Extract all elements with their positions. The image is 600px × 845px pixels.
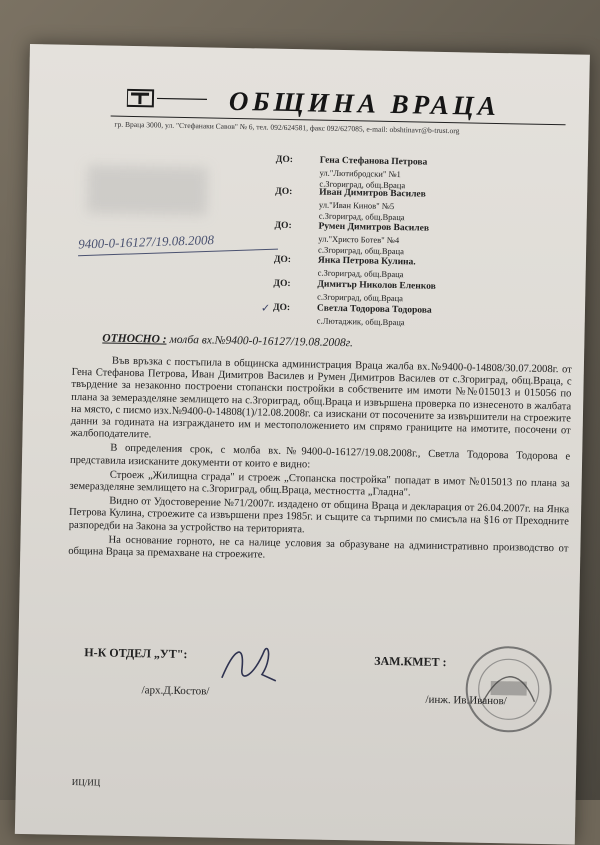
signatory-right-title: ЗАМ.КМЕТ : xyxy=(374,653,447,670)
body-paragraph: Строеж „Жилищна сграда" и строеж „Стопанска постройка" попадат в имот №015013 по плана за земеразделяне землището на с.Згориград, общ.Враца, местността „Гладна". xyxy=(69,469,570,499)
recipient-address: с.Згориград, общ.Враца xyxy=(317,291,404,304)
municipality-logo-icon xyxy=(127,88,209,110)
recipient-prefix: ДО: xyxy=(274,220,292,232)
recipient-name: Светла Тодорова Тодорова xyxy=(316,303,432,316)
recipient-prefix: ДО: xyxy=(273,278,291,290)
recipient-prefix: ДО: xyxy=(275,186,293,198)
document-page xyxy=(15,44,590,845)
body-paragraph: На основание горното, не са налице условия за образуване на административно производство от община Враца за премахване на строежите. xyxy=(68,534,569,561)
recipient-address: ул."Иван Кинов" №5 xyxy=(318,199,395,212)
recipient-address: с.Згориград, общ.Враца xyxy=(318,210,405,223)
signatory-left-title: Н-К ОТДЕЛ „УТ": xyxy=(84,645,188,662)
registration-number: 9400-0-16127/19.08.2008 xyxy=(77,232,215,252)
signatory-right-name: /инж. Ив.Иванов/ xyxy=(425,693,507,708)
official-seal xyxy=(462,642,556,736)
signatory-left-name: /арх.Д.Костов/ xyxy=(141,684,210,698)
letter-body xyxy=(68,355,572,568)
recipient-prefix: ДО: xyxy=(273,254,292,266)
recipient-name: Димитър Николов Еленков xyxy=(317,279,436,292)
body-paragraph: Във връзка с постъпила в общинска администрация Враца жалба вх.№9400-0-14808/30.07.2008г. от Гена Стефанова Петрова, Иван Димитров Василев и Румен Димитров Василев от с.Згориград, общ.Враца, с твърдение за незаконно построени стопански постройки в собствените им имоти №№015013 и 015056 по плана за земеразделяне землището на с.Згориград, общ.Враца и извършена проверка по изнесеното в жалбата на място, с писмо изх.№9400-0-14808(1)/12.08.2008г. са изискани от посочените за извършители на строежите данни за годината на изграждането им и местоположението им спрямо границите на имотите, посочени от жалбоподателите. xyxy=(70,355,572,441)
page-title: ОБЩИНА ВРАЦА xyxy=(228,85,501,122)
handwritten-signature xyxy=(214,638,285,689)
body-paragraph: В определения срок, с молба вх.№9400-0-16127/19.08.2008г., Светла Тодорова Тодорова е представила изисканите документи от които е видно: xyxy=(69,443,571,471)
contact-line: гр. Враца 3000, ул. "Стефанаки Савов" № 6, тел. 092/624581, факс 092/627085, e-mail: obshtinavr@b-trust.org xyxy=(114,119,460,136)
recipient-address: с.Згориград, общ.Враца xyxy=(317,267,404,280)
footer-initials: ИЦ/ИЦ xyxy=(71,776,101,788)
body-paragraph: Видно от Удостоверение №71/2007г. издадено от община Враца и декларация от 26.04.2007г. на Янка Петрова Кулина, строежите са извършени през 1985г. и същите са търпими по смисъла на §16 от Преходните разпоредби на Закона за устройство на територията. xyxy=(68,495,570,536)
recipient-address: ул."Лютибродски" №1 xyxy=(319,167,401,180)
subject-line xyxy=(102,332,353,349)
checkmark-icon: ✓ xyxy=(260,302,271,315)
recipient-address: с.Згориград, общ.Враца xyxy=(319,178,406,191)
recipient-name: Румен Димитров Василев xyxy=(318,221,430,234)
recipient-prefix: ДО: xyxy=(272,302,291,314)
recipient-name: Иван Димитров Василев xyxy=(319,187,426,200)
recipient-name: Янка Петрова Кулина. xyxy=(317,255,416,268)
recipient-prefix: ДО: xyxy=(275,154,294,166)
recipient-address: ул."Христо Ботев" №4 xyxy=(318,233,400,246)
recipient-name: Гена Стефанова Петрова xyxy=(319,155,428,168)
recipient-address: с.Лютаджик, общ.Враца xyxy=(316,315,405,328)
subject-text: молба вх.№9400-0-16127/19.08.2008г. xyxy=(169,333,354,350)
faded-stamp xyxy=(87,165,208,215)
recipient-address: с.Згориград, общ.Враца xyxy=(318,244,405,257)
subject-label: ОТНОСНО : xyxy=(102,332,167,346)
